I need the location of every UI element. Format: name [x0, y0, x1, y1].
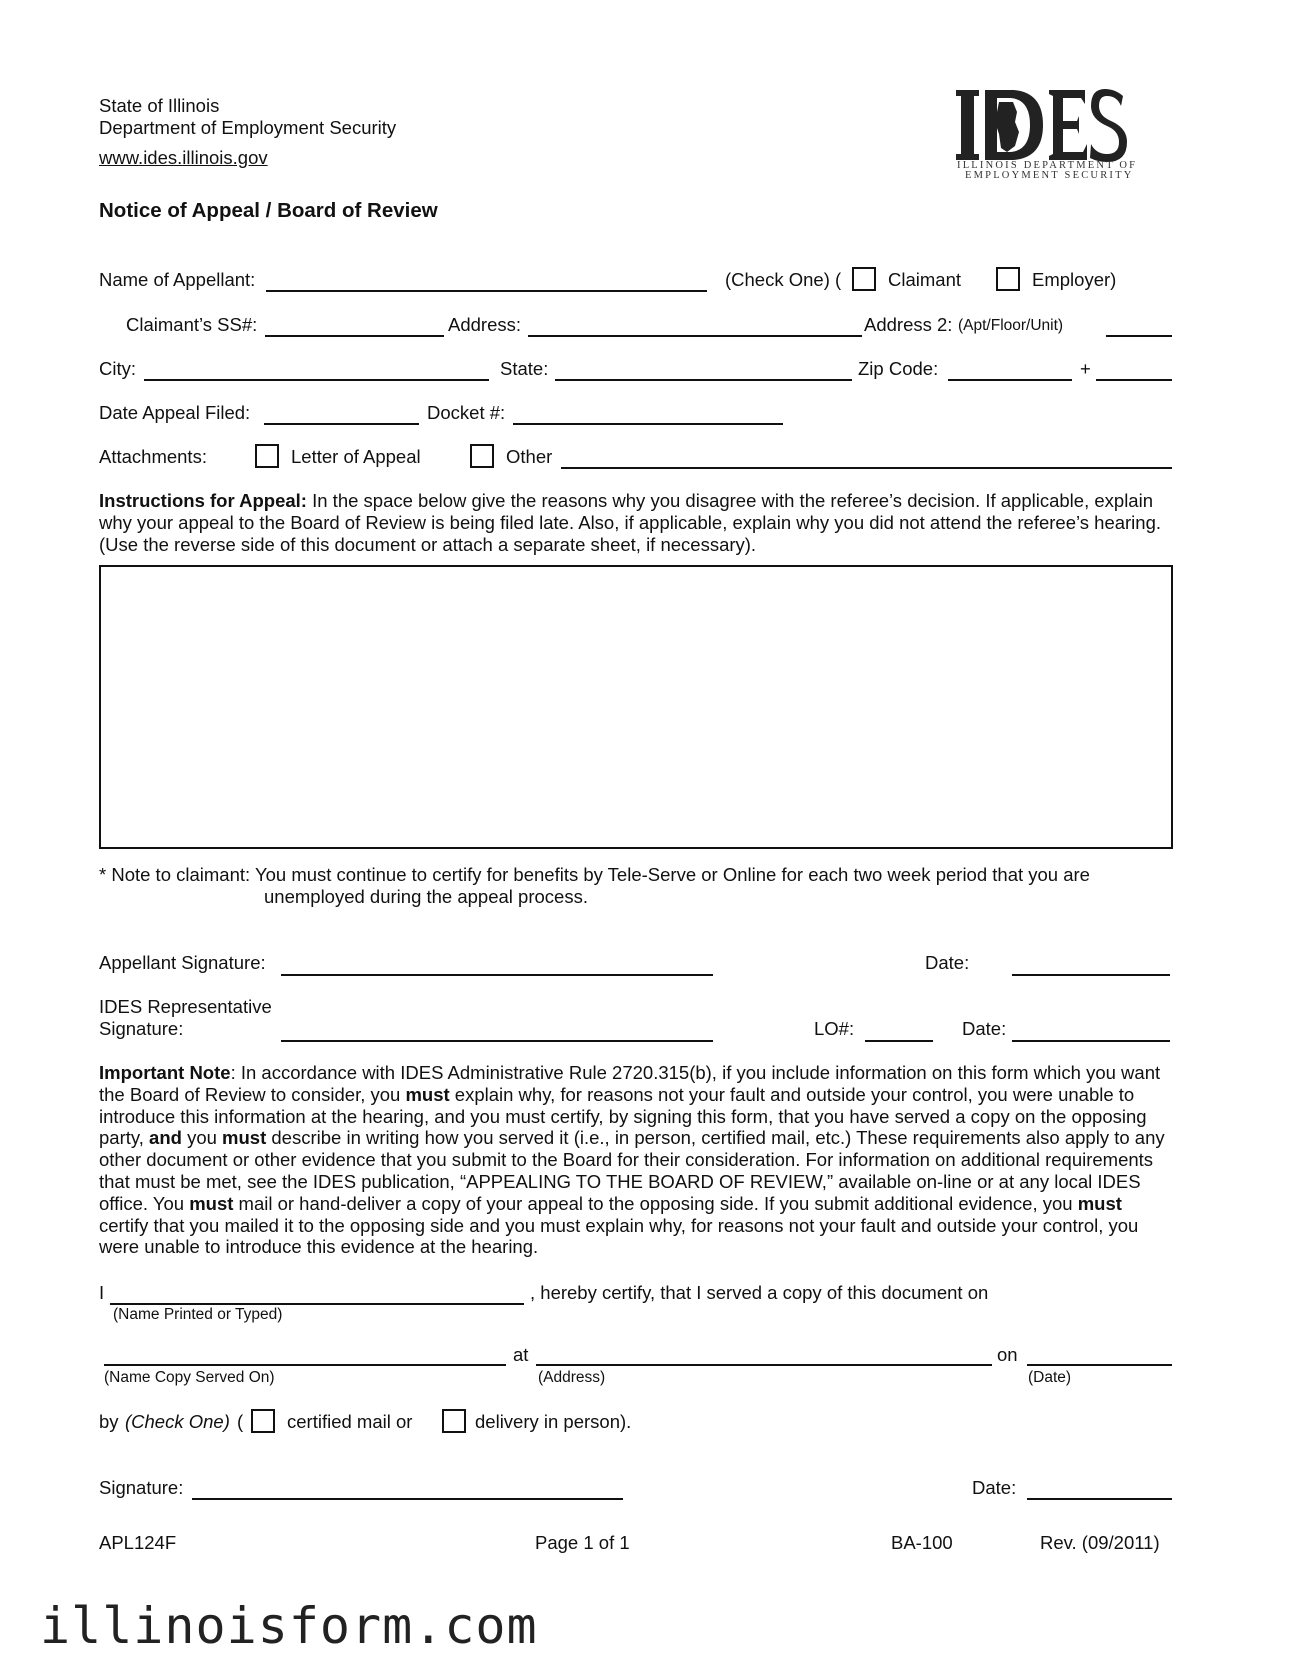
name-printed-input[interactable]: [110, 1281, 524, 1303]
address-line: [528, 335, 862, 337]
important-must-1: must: [405, 1083, 450, 1105]
date-appeal-filed-input[interactable]: [264, 401, 419, 423]
zip-plus-label: +: [1080, 358, 1091, 379]
name-printed-caption: (Name Printed or Typed): [113, 1306, 283, 1323]
final-date-line: [1027, 1498, 1172, 1500]
logo-subtitle-1: ILLINOIS DEPARTMENT OF: [957, 160, 1138, 171]
logo-subtitle-2: EMPLOYMENT SECURITY: [965, 170, 1134, 181]
letter-of-appeal-checkbox[interactable]: [255, 444, 279, 468]
certify-paren: (: [237, 1411, 244, 1432]
employer-label: Employer): [1032, 269, 1117, 290]
instructions-label: Instructions for Appeal:: [99, 490, 307, 511]
zip-input[interactable]: [948, 357, 1072, 379]
letter-of-appeal-label: Letter of Appeal: [291, 446, 421, 467]
other-input[interactable]: [561, 445, 1172, 467]
certify-statement: , hereby certify, that I served a copy of this document on: [530, 1282, 989, 1303]
docket-line: [513, 423, 783, 425]
certified-mail-checkbox[interactable]: [251, 1409, 275, 1433]
state-label: State:: [500, 358, 549, 379]
name-of-appellant-input[interactable]: [266, 268, 707, 290]
final-signature-label: Signature:: [99, 1477, 184, 1498]
state-input[interactable]: [555, 357, 852, 379]
delivery-in-person-label: delivery in person).: [475, 1411, 632, 1432]
certify-check-one: (Check One): [125, 1411, 230, 1432]
note-line-2: unemployed during the appeal process.: [264, 886, 588, 907]
footer-rev: Rev. (09/2011): [1040, 1532, 1160, 1553]
city-line: [144, 379, 489, 381]
claimant-ss-label: Claimant’s SS#:: [126, 314, 258, 335]
docket-label: Docket #:: [427, 402, 506, 423]
lo-line: [865, 1040, 933, 1042]
important-text-5: mail or hand-deliver a copy of your appeal to the opposing side. If you submit additional evidence, you: [233, 1192, 1078, 1214]
website-link[interactable]: www.ides.illinois.gov: [99, 147, 268, 168]
zip-plus4-line: [1096, 379, 1172, 381]
final-date-label: Date:: [972, 1477, 1017, 1498]
name-copy-served-line: [104, 1364, 506, 1366]
ides-rep-date-line: [1012, 1040, 1170, 1042]
footer-ba: BA-100: [891, 1532, 953, 1553]
certify-by: by: [99, 1411, 119, 1432]
name-copy-served-caption: (Name Copy Served On): [104, 1369, 275, 1386]
agency-state: State of Illinois: [99, 95, 220, 116]
served-address-line: [536, 1364, 992, 1366]
other-checkbox[interactable]: [470, 444, 494, 468]
important-must-3: must: [189, 1192, 234, 1214]
address-input[interactable]: [528, 313, 862, 335]
note-line-1: * Note to claimant: You must continue to certify for benefits by Tele-Serve or Online for each two week period that you are: [99, 864, 1090, 885]
final-signature-line[interactable]: [192, 1498, 623, 1500]
important-text-6: certify that you mailed it to the opposing side and you must explain why, for reasons not your fault and outside your control, you were unable to introduce this evidence at the hearing.: [99, 1214, 1139, 1258]
zip-label: Zip Code:: [858, 358, 939, 379]
served-date-line: [1027, 1364, 1172, 1366]
important-text-4: describe in writing how you served it (i.e., in person, certified mail, etc.) These requirements also apply to any other document or other evidence that you submit to the Board for their consideration. For information on additional requirements that must be met, see the IDES publication, “APPEALING TO THE BOARD OF REVIEW,” available on-line or at any local IDES office. You: [99, 1127, 1165, 1214]
docket-input[interactable]: [513, 401, 783, 423]
ides-rep-date-input[interactable]: [1012, 1017, 1170, 1039]
ides-rep-label-2: Signature:: [99, 1018, 184, 1039]
important-text-2: explain why, for reasons not your fault and outside your control, you were unable to introduce this information at the hearing, and you must certify, by signing this form, that you have served a copy on the opposing party,: [99, 1083, 1147, 1149]
important-must-4: must: [1077, 1192, 1122, 1214]
ides-rep-label-1: IDES Representative: [99, 996, 272, 1017]
address-label: Address:: [448, 314, 522, 335]
certify-on: on: [997, 1344, 1018, 1365]
zip-line: [948, 379, 1072, 381]
certified-mail-label: certified mail or: [287, 1411, 413, 1432]
claimant-checkbox[interactable]: [852, 267, 876, 291]
zip-plus4-input[interactable]: [1096, 357, 1172, 379]
address2-label: Address 2:: [864, 314, 953, 335]
date-caption: (Date): [1028, 1369, 1072, 1386]
ides-logo: [955, 88, 1138, 183]
claimant-ss-line: [265, 335, 444, 337]
important-and: and: [149, 1127, 182, 1149]
lo-input[interactable]: [865, 1017, 933, 1039]
ides-rep-date-label: Date:: [962, 1018, 1007, 1039]
name-printed-line: [110, 1303, 524, 1305]
served-date-input[interactable]: [1027, 1342, 1172, 1364]
important-note-label: Important Note: [99, 1062, 231, 1083]
appellant-signature-line[interactable]: [281, 974, 713, 976]
name-of-appellant-label: Name of Appellant:: [99, 269, 256, 290]
date-appeal-filed-line: [264, 423, 419, 425]
state-line: [555, 379, 852, 381]
important-note-paragraph: [99, 1062, 1171, 1258]
page-title: Notice of Appeal / Board of Review: [99, 199, 438, 222]
instructions-text: In the space below give the reasons why you disagree with the referee’s decision. If applicable, explain why your appeal to the Board of Review is being filed late. Also, if applicable, explain why you did not attend the referee’s hearing. (Use the reverse side of this document or attach a separate sheet, if necessary).: [99, 490, 1162, 555]
instructions-paragraph: [99, 490, 1171, 555]
attachments-label: Attachments:: [99, 446, 207, 467]
important-text-1: : In accordance with IDES Administrative Rule 2720.315(b), if you include information on this form which you want the Board of Review to consider, you: [99, 1062, 1161, 1105]
claimant-label: Claimant: [888, 269, 961, 290]
city-input[interactable]: [144, 357, 489, 379]
name-copy-served-input[interactable]: [104, 1342, 506, 1364]
appeal-reasons-textarea[interactable]: [99, 565, 1173, 849]
footer-page: Page 1 of 1: [535, 1532, 630, 1553]
employer-checkbox[interactable]: [996, 267, 1020, 291]
lo-label: LO#:: [814, 1018, 855, 1039]
served-address-input[interactable]: [536, 1342, 992, 1364]
delivery-in-person-checkbox[interactable]: [442, 1409, 466, 1433]
ides-rep-signature-line[interactable]: [281, 1040, 713, 1042]
claimant-ss-input[interactable]: [265, 313, 444, 335]
footer-form-code: APL124F: [99, 1532, 177, 1553]
date-appeal-filed-label: Date Appeal Filed:: [99, 402, 251, 423]
check-one-label: (Check One) (: [725, 269, 842, 290]
important-text-3: you: [181, 1127, 223, 1149]
final-date-input[interactable]: [1027, 1476, 1172, 1498]
name-of-appellant-line: [266, 290, 707, 292]
city-label: City:: [99, 358, 136, 379]
address2-input[interactable]: [1106, 313, 1172, 335]
appellant-date-line: [1012, 974, 1170, 976]
certify-i: I: [99, 1282, 105, 1303]
address2-hint: (Apt/Floor/Unit): [958, 317, 1064, 334]
appellant-signature-label: Appellant Signature:: [99, 952, 266, 973]
other-label: Other: [506, 446, 553, 467]
important-must-2: must: [222, 1127, 267, 1149]
address-caption: (Address): [538, 1369, 606, 1386]
agency-department: Department of Employment Security: [99, 117, 397, 138]
address2-line: [1106, 335, 1172, 337]
appellant-date-input[interactable]: [1012, 951, 1170, 973]
watermark-text: illinoisform.com: [40, 1597, 538, 1655]
certify-at: at: [513, 1344, 529, 1365]
other-line: [561, 467, 1172, 469]
appellant-date-label: Date:: [925, 952, 970, 973]
